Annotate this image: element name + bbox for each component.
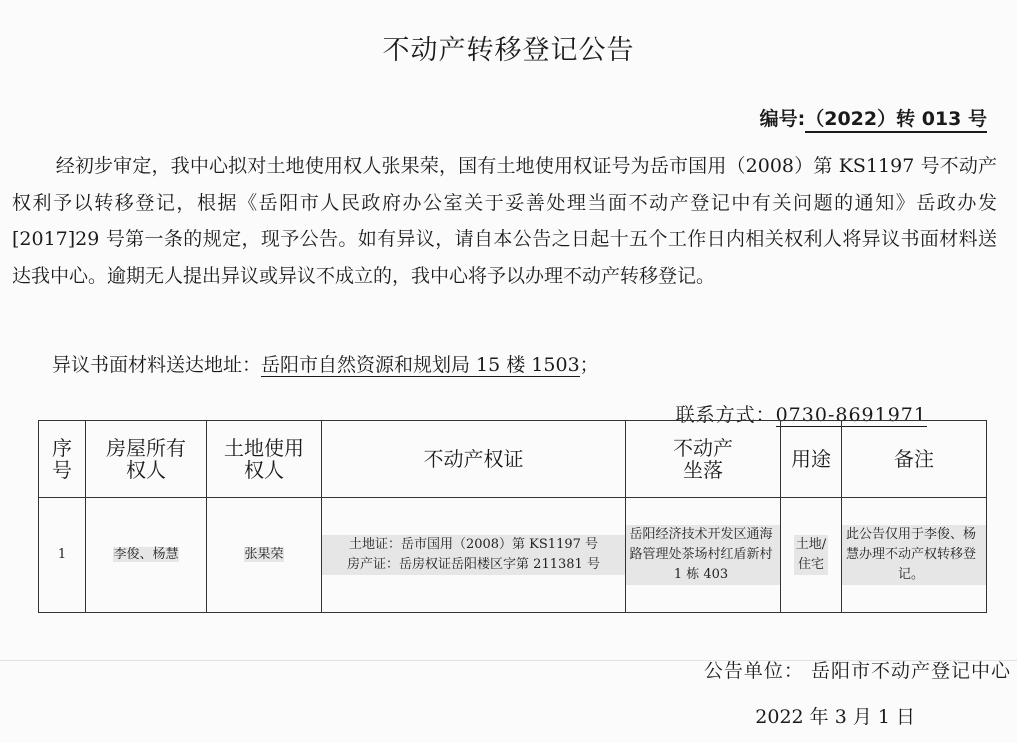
cell-land-user: 张果荣 — [207, 498, 322, 613]
announcement-body: 经初步审定，我中心拟对土地使用权人张果荣，国有土地使用权证号为岳市国用（2008）第 KS1197 号不动产权利予以转移登记，根据《岳阳市人民政府办公室关于妥善处理当面不动产登记中有关问题的通知》岳政办发[2017]29 号第一条的规定，现予公告。如有异议，请自本公告之日起十五个工作日内相关权利人将异议书面材料送达我中心。逾期无人提出异议或异议不成立的，我中心将予以办理不动产转移登记。 — [12, 155, 997, 287]
cert-land-line: 土地证：岳市国用（2008）第 KS1197 号 — [322, 535, 625, 555]
objection-address-label: 异议书面材料送达地址： — [52, 354, 262, 376]
document-number — [760, 104, 987, 131]
header-location: 不动产坐落 — [626, 421, 781, 498]
header-land-user: 土地使用权人 — [207, 421, 322, 498]
cert-house-line: 房产证：岳房权证岳阳楼区字第 211381 号 — [322, 555, 625, 575]
cell-certificate — [322, 498, 626, 613]
cell-seq: 1 — [39, 498, 86, 613]
announcement-date: 2022 年 3 月 1 日 — [755, 706, 915, 728]
header-house-owner: 房屋所有权人 — [86, 421, 207, 498]
header-remark: 备注 — [842, 421, 987, 498]
document-number-value: （2022）转 013 号 — [805, 108, 987, 133]
table-row — [39, 498, 987, 613]
header-seq: 序号 — [39, 421, 86, 498]
announcing-unit — [704, 656, 1011, 683]
table-header-row — [39, 421, 987, 498]
document-number-label: 编号: — [759, 108, 806, 130]
objection-address-value: 岳阳市自然资源和规划局 15 楼 1503 — [261, 354, 580, 376]
header-usage: 用途 — [781, 421, 842, 498]
page-title: 不动产转移登记公告 — [382, 35, 635, 66]
cell-remark: 此公告仅用于李俊、杨慧办理不动产权转移登记。 — [842, 498, 987, 613]
cell-usage: 土地/住宅 — [781, 498, 842, 613]
contact-label: 联系方式： — [675, 404, 776, 426]
cell-house-owner: 李俊、杨慧 — [86, 498, 207, 613]
objection-address-suffix: ； — [579, 354, 599, 376]
objection-address — [52, 350, 599, 377]
announcing-unit-value: 岳阳市不动产登记中心 — [810, 660, 1011, 682]
registration-table — [38, 420, 987, 613]
cell-location: 岳阳经济技术开发区通海路管理处茶场村红盾新村 1 栋 403 — [626, 498, 781, 613]
announcing-unit-label: 公告单位： — [703, 660, 804, 682]
header-certificate: 不动产权证 — [322, 421, 626, 498]
contact-phone: 0730-8691971 — [775, 404, 927, 426]
